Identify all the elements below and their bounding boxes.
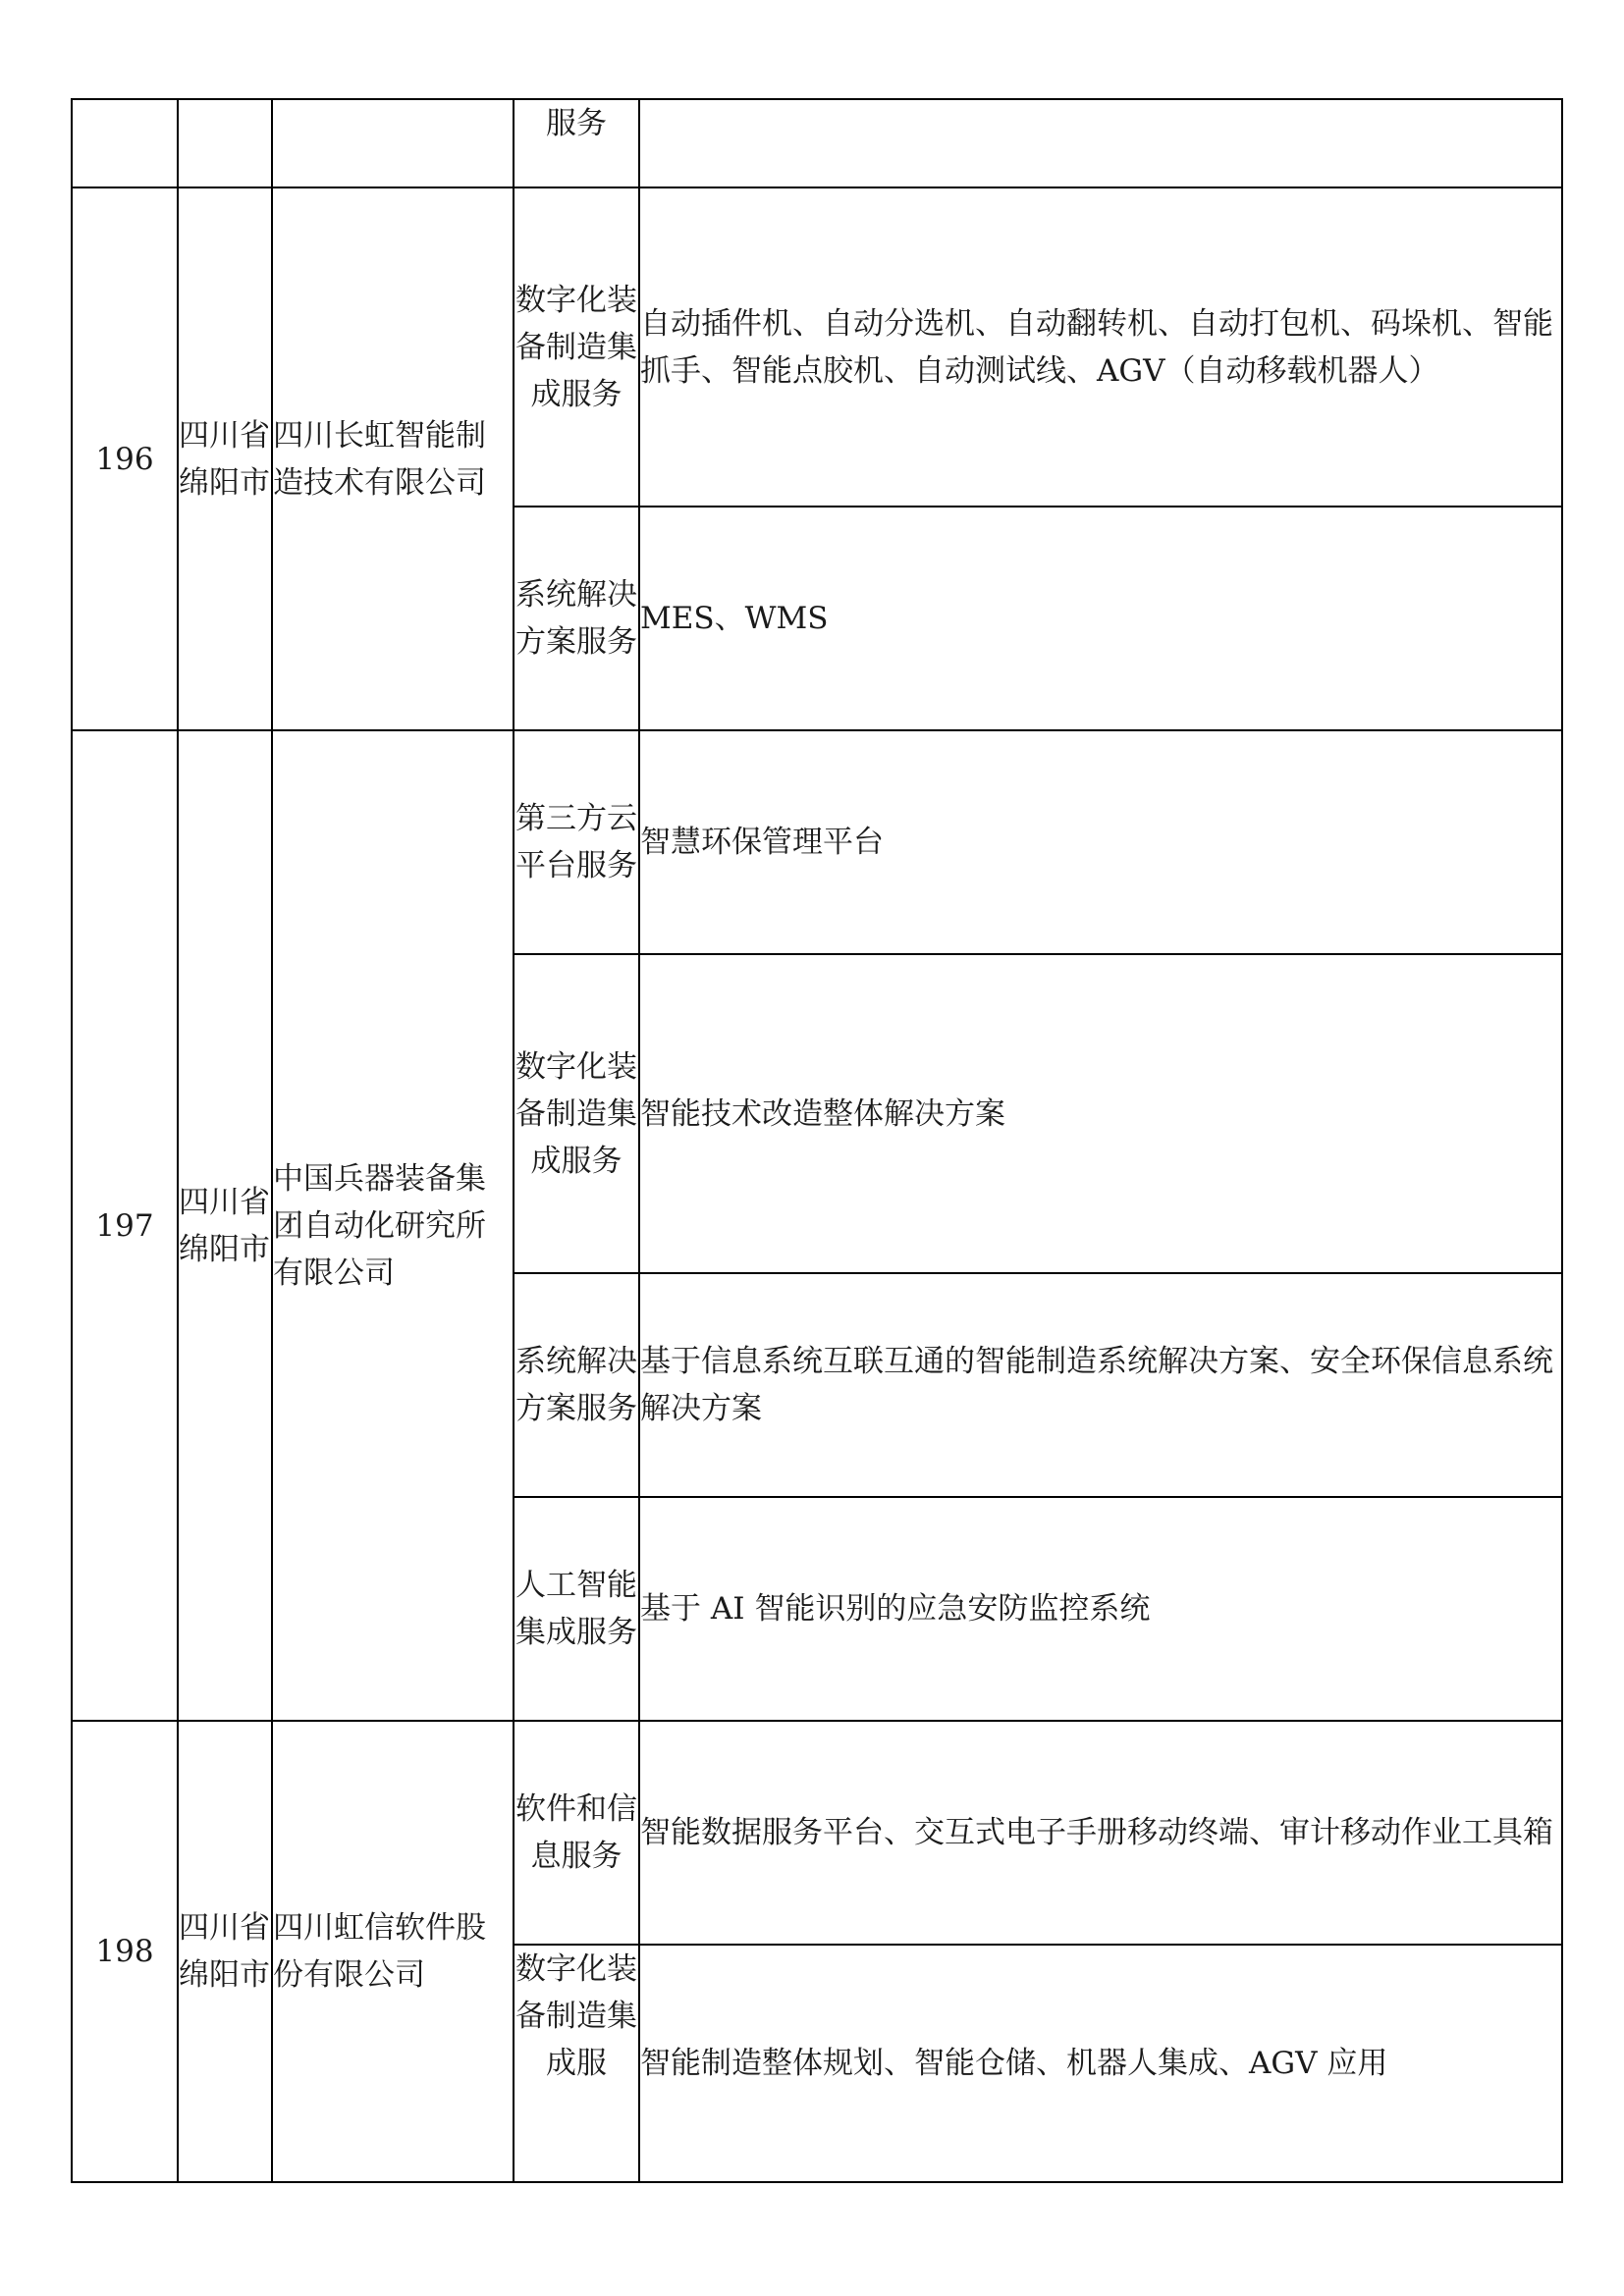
entry-number: 197	[72, 730, 178, 1721]
entry-number: 196	[72, 187, 178, 730]
table-row-196	[72, 187, 1562, 507]
service-type-cell: 数字化装备制造集成服务	[514, 954, 639, 1273]
service-content-cell: 智能技术改造整体解决方案	[639, 954, 1562, 1273]
entry-company: 中国兵器装备集团自动化研究所有限公司	[272, 730, 514, 1721]
service-type-cell: 系统解决方案服务	[514, 507, 639, 730]
entry-company: 四川长虹智能制造技术有限公司	[272, 187, 514, 730]
table-row-198	[72, 1721, 1562, 1945]
number-cell	[72, 99, 178, 187]
service-content-cell: MES、WMS	[639, 507, 1562, 730]
service-content-cell: 自动插件机、自动分选机、自动翻转机、自动打包机、码垛机、智能抓手、智能点胶机、自动测试线、AGV（自动移载机器人）	[639, 187, 1562, 507]
service-content-cell: 智慧环保管理平台	[639, 730, 1562, 954]
service-content-cell	[639, 99, 1562, 187]
service-content-cell: 基于 AI 智能识别的应急安防监控系统	[639, 1497, 1562, 1721]
entry-region: 四川省绵阳市	[178, 187, 272, 730]
service-type-cell: 系统解决方案服务	[514, 1273, 639, 1497]
service-type-cell: 第三方云平台服务	[514, 730, 639, 954]
service-type-cell: 软件和信息服务	[514, 1721, 639, 1945]
service-type-cell: 数字化装备制造集成服	[514, 1945, 639, 2182]
entry-company: 四川虹信软件股份有限公司	[272, 1721, 514, 2182]
service-content-cell: 基于信息系统互联互通的智能制造系统解决方案、安全环保信息系统解决方案	[639, 1273, 1562, 1497]
service-type-cell: 人工智能集成服务	[514, 1497, 639, 1721]
company-cell	[272, 99, 514, 187]
service-provider-table	[71, 98, 1563, 2183]
entry-region: 四川省绵阳市	[178, 730, 272, 1721]
service-content-cell: 智能制造整体规划、智能仓储、机器人集成、AGV 应用	[639, 1945, 1562, 2182]
region-cell	[178, 99, 272, 187]
entry-region: 四川省绵阳市	[178, 1721, 272, 2182]
service-type-cell: 服务	[514, 99, 639, 187]
entry-number: 198	[72, 1721, 178, 2182]
service-type-cell: 数字化装备制造集成服务	[514, 187, 639, 507]
service-content-cell: 智能数据服务平台、交互式电子手册移动终端、审计移动作业工具箱	[639, 1721, 1562, 1945]
table-row-197	[72, 730, 1562, 954]
table-row-continuation	[72, 99, 1562, 187]
